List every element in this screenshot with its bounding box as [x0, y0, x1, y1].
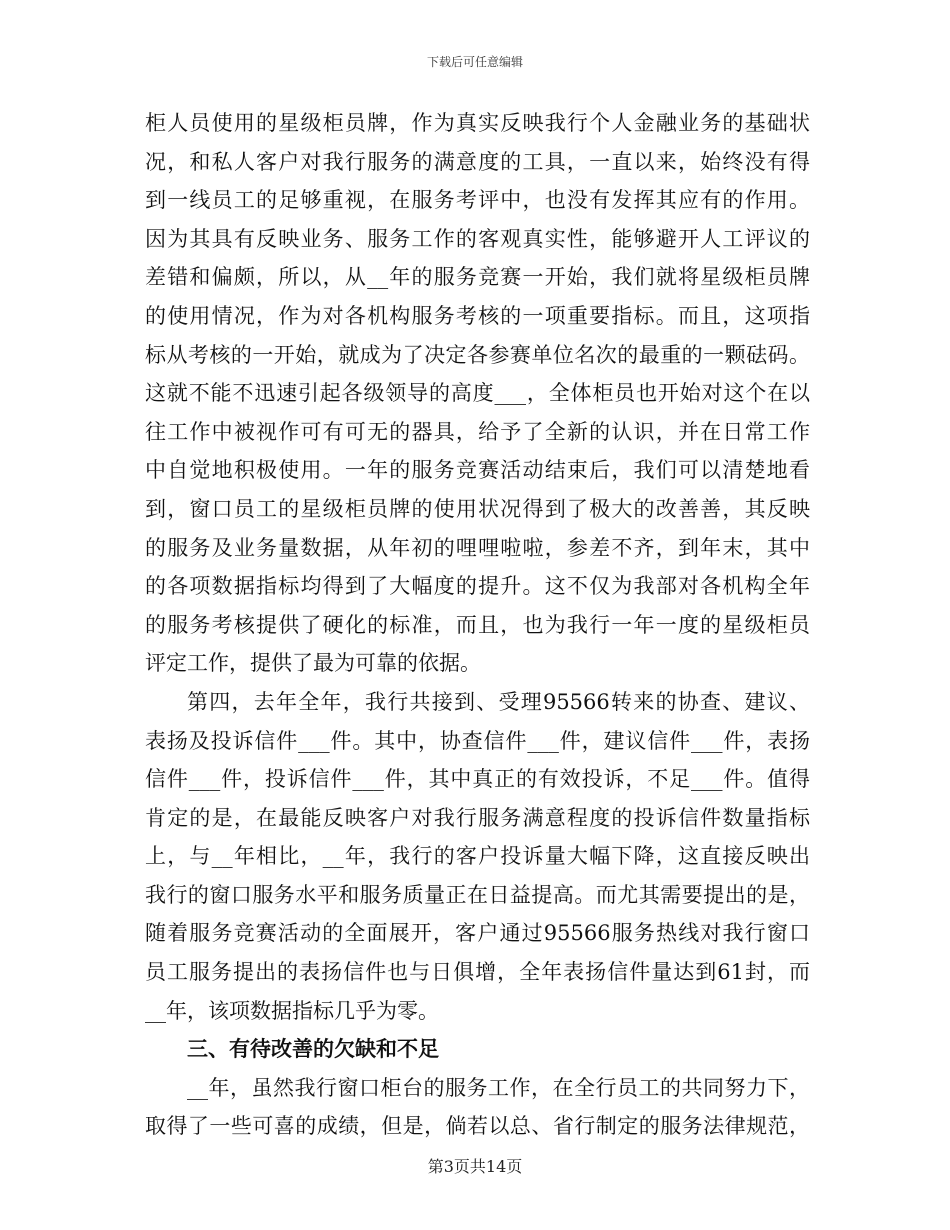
text-line: 因为其具有反映业务、服务工作的客观真实性，能够避开人工评议的	[145, 226, 810, 251]
text-line: 这就不能不迅速引起各级领导的高度___，全体柜员也开始对这个在以	[145, 381, 810, 406]
page-number: 第3页共14页	[427, 1157, 523, 1176]
text-line: 上，与__年相比，__年，我行的客户投诉量大幅下降，这直接反映出	[145, 844, 810, 869]
text-line: 员工服务提出的表扬信件也与日俱增，全年表扬信件量达到61封，而	[145, 960, 810, 985]
text-line-paragraph-end: __年，该项数据指标几乎为零。	[145, 998, 439, 1023]
text-line: 的各项数据指标均得到了大幅度的提升。这不仅为我部对各机构全年	[145, 574, 810, 599]
text-line: 的服务及业务量数据，从年初的哩哩啦啦，参差不齐，到年末，其中	[145, 535, 810, 560]
text-line: 况，和私人客户对我行服务的满意度的工具，一直以来，始终没有得	[145, 149, 810, 174]
text-line: 取得了一些可喜的成绩，但是，倘若以总、省行制定的服务法律规范，	[145, 1114, 810, 1139]
text-line: 中自觉地积极使用。一年的服务竞赛活动结束后，我们可以清楚地看	[145, 458, 810, 483]
section-heading: 三、有待改善的欠缺和不足	[187, 1036, 439, 1062]
text-line: 肯定的是，在最能反映客户对我行服务满意程度的投诉信件数量指标	[145, 805, 810, 830]
text-line: 到，窗口员工的星级柜员牌的使用状况得到了极大的改善善，其反映	[145, 496, 810, 521]
text-line: 的使用情况，作为对各机构服务考核的一项重要指标。而且，这项指	[145, 303, 810, 328]
text-line: 到一线员工的足够重视，在服务考评中，也没有发挥其应有的作用。	[145, 188, 810, 213]
text-line: 的服务考核提供了硬化的标准，而且，也为我行一年一度的星级柜员	[145, 612, 810, 637]
text-line: 往工作中被视作可有可无的器具，给予了全新的认识，并在日常工作	[145, 419, 810, 444]
text-line: 柜人员使用的星级柜员牌，作为真实反映我行个人金融业务的基础状	[145, 111, 810, 135]
document-body	[145, 104, 810, 1146]
page-header-note: 下载后可任意编辑	[426, 55, 523, 69]
text-line: 表扬及投诉信件___件。其中，协查信件___件，建议信件___件，表扬	[145, 728, 810, 753]
text-line: 标从考核的一开始，就成为了决定各参赛单位名次的最重的一颗砝码。	[145, 342, 810, 367]
text-line: 信件___件，投诉信件___件，其中真正的有效投诉，不足___件。值得	[145, 767, 810, 792]
text-line-paragraph-start: 第四，去年全年，我行共接到、受理95566转来的协查、建议、	[187, 689, 810, 714]
text-line: 差错和偏颇，所以，从__年的服务竞赛一开始，我们就将星级柜员牌	[145, 265, 810, 290]
text-line: 随着服务竞赛活动的全面展开，客户通过95566服务热线对我行窗口	[145, 921, 810, 946]
text-line-paragraph-end: 评定工作，提供了最为可靠的依据。	[145, 651, 481, 676]
text-line: 我行的窗口服务水平和服务质量正在日益提高。而尤其需要提出的是，	[145, 882, 810, 907]
text-line-paragraph-start: __年，虽然我行窗口柜台的服务工作，在全行员工的共同努力下，	[187, 1075, 810, 1100]
